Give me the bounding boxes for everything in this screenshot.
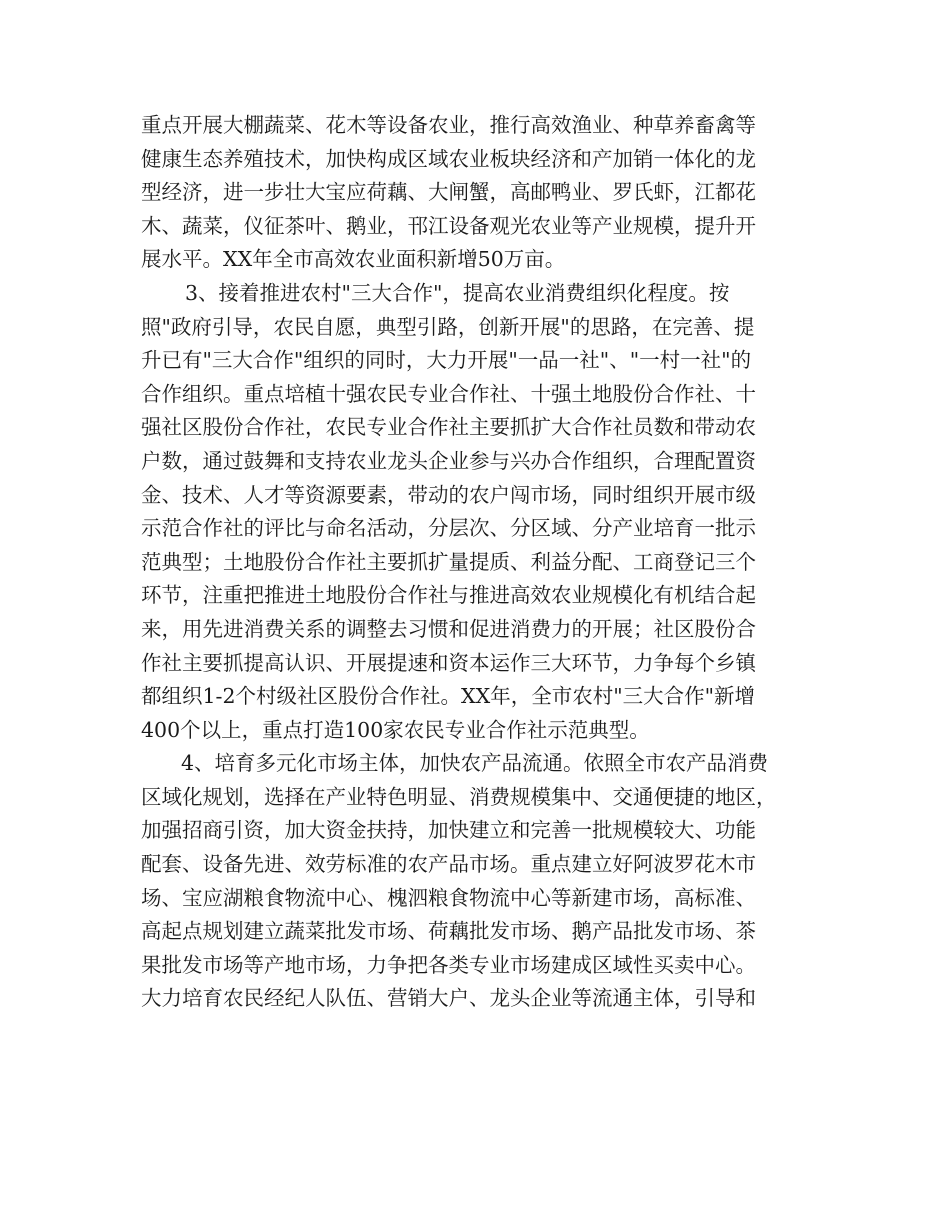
text-line: 照"政府引导，农民自愿，典型引路，创新开展"的思路，在完善、提 (141, 314, 755, 339)
text-line: 来，用先进消费关系的调整去习惯和促进消费力的开展；社区股份合 (141, 616, 756, 641)
text-line: 大力培育农民经纪人队伍、营销大户、龙头企业等流通主体，引导和 (141, 986, 756, 1011)
paragraph-market-entities (141, 747, 811, 1016)
document-body (141, 109, 811, 1016)
text-line: 区域化规划，选择在产业特色明显、消费规模集中、交通便捷的地区， (141, 784, 777, 809)
text-line: 3、接着推进农村"三大合作"，提高农业消费组织化程度。按 (185, 280, 730, 305)
text-line: 4、培育多元化市场主体，加快农产品流通。依照全市农产品消费 (181, 751, 769, 776)
text-line: 健康生态养殖技术，加快构成区域农业板块经济和产加销一体化的龙 (141, 146, 756, 171)
text-line: 重点开展大棚蔬菜、花木等设备农业，推行高效渔业、种草养畜禽等 (141, 113, 756, 137)
text-line: 环节，注重把推进土地股份合作社与推进高效农业规模化有机结合起 (141, 583, 756, 608)
text-line: 高起点规划建立蔬菜批发市场、荷藕批发市场、鹅产品批发市场、茶 (141, 919, 756, 944)
paragraph-high-efficiency-agriculture (141, 109, 811, 277)
text-line: 范典型；土地股份合作社主要抓扩量提质、利益分配、工商登记三个 (141, 549, 756, 574)
paragraph-three-cooperations (141, 277, 811, 747)
text-line: 木、蔬菜，仪征茶叶、鹅业，邗江设备观光农业等产业规模，提升开 (141, 213, 756, 238)
text-line: 型经济，进一步壮大宝应荷藕、大闸蟹，高邮鸭业、罗氏虾，江都花 (141, 180, 756, 205)
text-line: 强社区股份合作社，农民专业合作社主要抓扩大合作社员数和带动农 (141, 415, 756, 440)
text-line: 合作组织。重点培植十强农民专业合作社、十强土地股份合作社、十 (141, 381, 756, 406)
text-line: 展水平。XX年全市高效农业面积新增50万亩。 (141, 247, 566, 272)
text-line: 都组织1-2个村级社区股份合作社。XX年，全市农村"三大合作"新增 (141, 684, 756, 709)
text-line: 金、技术、人才等资源要素，带动的农户闯市场，同时组织开展市级 (141, 482, 756, 507)
text-line: 示范合作社的评比与命名活动，分层次、分区域、分产业培育一批示 (141, 516, 756, 541)
text-line: 配套、设备先进、效劳标准的农产品市场。重点建立好阿波罗花木市 (141, 852, 756, 877)
text-line: 升已有"三大合作"组织的同时，大力开展"一品一社"、"一村一社"的 (141, 348, 752, 373)
text-line: 果批发市场等产地市场，力争把各类专业市场建成区域性买卖中心。 (141, 952, 756, 977)
text-line: 400个以上，重点打造100家农民专业合作社示范典型。 (141, 717, 650, 742)
text-line: 作社主要抓提高认识、开展提速和资本运作三大环节，力争每个乡镇 (141, 650, 756, 675)
text-line: 加强招商引资，加大资金扶持，加快建立和完善一批规模较大、功能 (141, 818, 756, 843)
text-line: 户数，通过鼓舞和支持农业龙头企业参与兴办合作组织，合理配置资 (141, 448, 756, 473)
text-line: 场、宝应湖粮食物流中心、槐泗粮食物流中心等新建市场，高标准、 (141, 885, 756, 910)
